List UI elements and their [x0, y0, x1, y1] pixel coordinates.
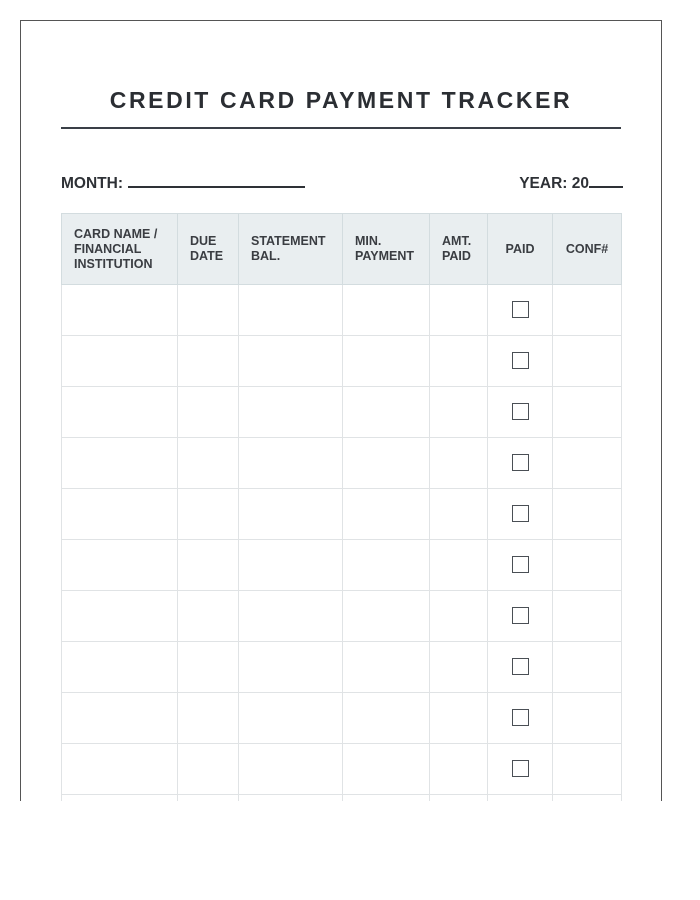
paid-checkbox[interactable] — [512, 556, 529, 573]
statement-bal-cell[interactable] — [239, 591, 343, 642]
statement-bal-cell[interactable] — [239, 795, 343, 802]
card-name-cell[interactable] — [62, 693, 178, 744]
amt-paid-cell[interactable] — [430, 693, 488, 744]
due-date-cell[interactable] — [178, 387, 239, 438]
year-blank[interactable] — [589, 172, 623, 188]
table-row — [62, 591, 622, 642]
card-name-cell[interactable] — [62, 744, 178, 795]
table-row — [62, 795, 622, 802]
amt-paid-cell[interactable] — [430, 438, 488, 489]
col-header-due-date: DUE DATE — [178, 214, 239, 285]
page-title: CREDIT CARD PAYMENT TRACKER — [109, 87, 573, 113]
table-row — [62, 744, 622, 795]
amt-paid-cell[interactable] — [430, 489, 488, 540]
col-header-card-name: CARD NAME / FINANCIAL INSTITUTION — [62, 214, 178, 285]
title-divider — [61, 127, 621, 129]
card-name-cell[interactable] — [62, 285, 178, 336]
paid-cell — [488, 489, 553, 540]
statement-bal-cell[interactable] — [239, 285, 343, 336]
conf-cell[interactable] — [553, 387, 622, 438]
min-payment-cell[interactable] — [343, 336, 430, 387]
conf-cell[interactable] — [553, 438, 622, 489]
table-row — [62, 438, 622, 489]
col-header-paid: PAID — [488, 214, 553, 285]
table-row — [62, 642, 622, 693]
table-row — [62, 489, 622, 540]
statement-bal-cell[interactable] — [239, 489, 343, 540]
col-header-conf: CONF# — [553, 214, 622, 285]
amt-paid-cell[interactable] — [430, 642, 488, 693]
card-name-cell[interactable] — [62, 387, 178, 438]
due-date-cell[interactable] — [178, 642, 239, 693]
paid-cell — [488, 540, 553, 591]
table-row — [62, 336, 622, 387]
paid-cell — [488, 438, 553, 489]
due-date-cell[interactable] — [178, 744, 239, 795]
table-body — [62, 285, 622, 802]
conf-cell[interactable] — [553, 693, 622, 744]
min-payment-cell[interactable] — [343, 489, 430, 540]
statement-bal-cell[interactable] — [239, 744, 343, 795]
paid-checkbox[interactable] — [512, 709, 529, 726]
due-date-cell[interactable] — [178, 540, 239, 591]
amt-paid-cell[interactable] — [430, 285, 488, 336]
min-payment-cell[interactable] — [343, 387, 430, 438]
conf-cell[interactable] — [553, 795, 622, 802]
due-date-cell[interactable] — [178, 591, 239, 642]
paid-checkbox[interactable] — [512, 454, 529, 471]
month-label: MONTH: — [61, 175, 123, 192]
card-name-cell[interactable] — [62, 438, 178, 489]
statement-bal-cell[interactable] — [239, 642, 343, 693]
paid-cell — [488, 744, 553, 795]
amt-paid-cell[interactable] — [430, 591, 488, 642]
min-payment-cell[interactable] — [343, 540, 430, 591]
statement-bal-cell[interactable] — [239, 540, 343, 591]
table-header-row — [62, 214, 622, 285]
paid-checkbox[interactable] — [512, 352, 529, 369]
amt-paid-cell[interactable] — [430, 387, 488, 438]
amt-paid-cell[interactable] — [430, 540, 488, 591]
payment-table — [61, 213, 622, 801]
paid-cell — [488, 642, 553, 693]
card-name-cell[interactable] — [62, 795, 178, 802]
min-payment-cell[interactable] — [343, 795, 430, 802]
conf-cell[interactable] — [553, 642, 622, 693]
card-name-cell[interactable] — [62, 336, 178, 387]
paid-checkbox[interactable] — [512, 505, 529, 522]
table-row — [62, 693, 622, 744]
due-date-cell[interactable] — [178, 285, 239, 336]
conf-cell[interactable] — [553, 336, 622, 387]
amt-paid-cell[interactable] — [430, 336, 488, 387]
min-payment-cell[interactable] — [343, 285, 430, 336]
min-payment-cell[interactable] — [343, 438, 430, 489]
card-name-cell[interactable] — [62, 489, 178, 540]
conf-cell[interactable] — [553, 591, 622, 642]
due-date-cell[interactable] — [178, 336, 239, 387]
month-blank[interactable] — [128, 172, 305, 188]
paid-cell — [488, 591, 553, 642]
due-date-cell[interactable] — [178, 438, 239, 489]
col-header-amt-paid: AMT. PAID — [430, 214, 488, 285]
card-name-cell[interactable] — [62, 540, 178, 591]
due-date-cell[interactable] — [178, 489, 239, 540]
paid-checkbox[interactable] — [512, 760, 529, 777]
paid-cell — [488, 336, 553, 387]
conf-cell[interactable] — [553, 489, 622, 540]
min-payment-cell[interactable] — [343, 744, 430, 795]
table-row — [62, 540, 622, 591]
conf-cell[interactable] — [553, 540, 622, 591]
paid-cell — [488, 693, 553, 744]
paid-checkbox[interactable] — [512, 607, 529, 624]
year-label: YEAR: 20 — [519, 175, 589, 192]
paid-cell — [488, 795, 553, 802]
year-field — [519, 172, 623, 193]
tracker-page — [20, 20, 662, 801]
conf-cell[interactable] — [553, 744, 622, 795]
statement-bal-cell[interactable] — [239, 387, 343, 438]
paid-checkbox[interactable] — [512, 658, 529, 675]
conf-cell[interactable] — [553, 285, 622, 336]
due-date-cell[interactable] — [178, 795, 239, 802]
paid-cell — [488, 387, 553, 438]
amt-paid-cell[interactable] — [430, 744, 488, 795]
min-payment-cell[interactable] — [343, 642, 430, 693]
table-row — [62, 387, 622, 438]
min-payment-cell[interactable] — [343, 693, 430, 744]
month-field — [61, 172, 305, 193]
statement-bal-cell[interactable] — [239, 336, 343, 387]
paid-checkbox[interactable] — [512, 301, 529, 318]
col-header-statement-bal: STATEMENT BAL. — [239, 214, 343, 285]
paid-cell — [488, 285, 553, 336]
col-header-min-payment: MIN. PAYMENT — [343, 214, 430, 285]
due-date-cell[interactable] — [178, 693, 239, 744]
paid-checkbox[interactable] — [512, 403, 529, 420]
statement-bal-cell[interactable] — [239, 693, 343, 744]
card-name-cell[interactable] — [62, 642, 178, 693]
card-name-cell[interactable] — [62, 591, 178, 642]
amt-paid-cell[interactable] — [430, 795, 488, 802]
min-payment-cell[interactable] — [343, 591, 430, 642]
table-row — [62, 285, 622, 336]
statement-bal-cell[interactable] — [239, 438, 343, 489]
